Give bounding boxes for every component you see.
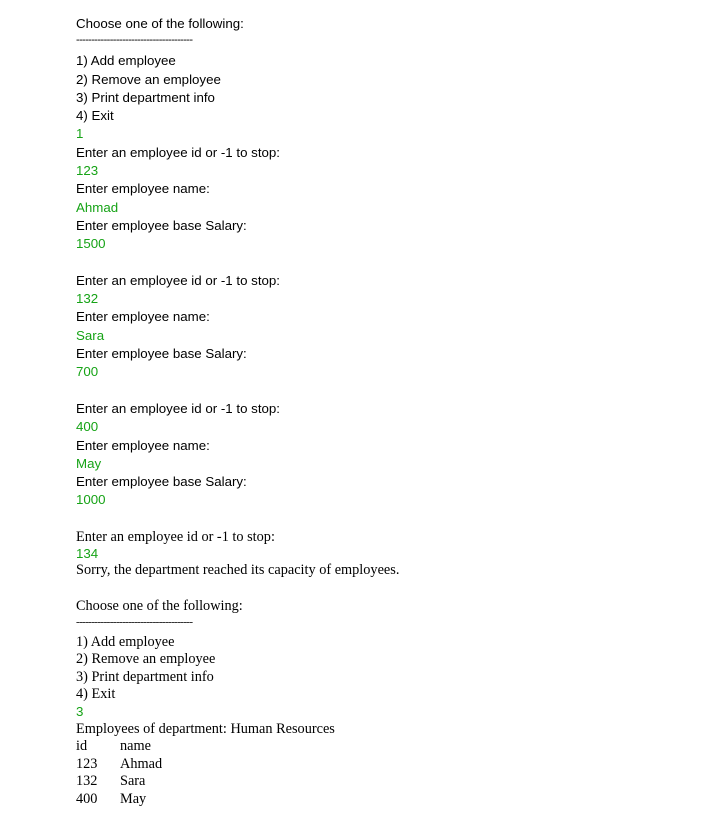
table-cell-name: May [120,790,147,807]
employee-table [76,738,676,808]
prompt-employee-salary: Enter employee base Salary: [76,474,247,490]
user-input-choice: 3 [76,703,84,719]
user-input-id: 134 [76,546,99,562]
user-input-salary: 1000 [76,492,106,508]
prompt-employee-name: Enter employee name: [76,309,210,325]
menu-block-1 [76,15,676,528]
console-output [76,15,676,808]
table-header-id: id [76,738,88,755]
table-cell-id: 132 [76,773,98,790]
table-header-name: name [120,738,151,755]
user-input-salary: 1500 [76,236,106,252]
capacity-block [76,528,676,597]
menu-option-exit: 4) Exit [76,108,114,124]
department-header: Employees of department: Human Resources [76,720,335,737]
table-cell-name: Ahmad [120,755,163,772]
table-cell-id: 400 [76,790,98,807]
menu-option-print: 3) Print department info [76,668,214,685]
user-input-salary: 700 [76,364,99,380]
menu-divider: -------------------------------------- [76,615,193,628]
menu-option-add: 1) Add employee [76,53,176,69]
menu-block-2 [76,597,676,809]
prompt-employee-id: Enter an employee id or -1 to stop: [76,529,275,546]
menu-title: Choose one of the following: [76,16,244,31]
prompt-employee-id: Enter an employee id or -1 to stop: [76,144,280,160]
prompt-employee-id: Enter an employee id or -1 to stop: [76,400,280,416]
prompt-employee-salary: Enter employee base Salary: [76,346,247,362]
menu-option-add: 1) Add employee [76,633,175,650]
table-cell-id: 123 [76,755,98,772]
user-input-id: 132 [76,291,99,307]
capacity-message: Sorry, the department reached its capacity of employees. [76,562,400,579]
user-input-name: Ahmad [76,199,119,215]
user-input-name: Sara [76,327,105,343]
prompt-employee-name: Enter employee name: [76,437,210,453]
user-input-choice: 1 [76,126,84,142]
user-input-id: 123 [76,163,99,179]
menu-option-remove: 2) Remove an employee [76,71,221,87]
user-input-id: 400 [76,419,99,435]
menu-option-remove: 2) Remove an employee [76,651,216,668]
prompt-employee-id: Enter an employee id or -1 to stop: [76,272,280,288]
menu-divider: -------------------------------------- [76,34,193,47]
prompt-employee-name: Enter employee name: [76,181,210,197]
menu-title: Choose one of the following: [76,597,243,614]
user-input-name: May [76,455,102,471]
table-cell-name: Sara [120,773,146,790]
prompt-employee-salary: Enter employee base Salary: [76,217,247,233]
menu-option-print: 3) Print department info [76,89,215,105]
menu-option-exit: 4) Exit [76,686,116,703]
